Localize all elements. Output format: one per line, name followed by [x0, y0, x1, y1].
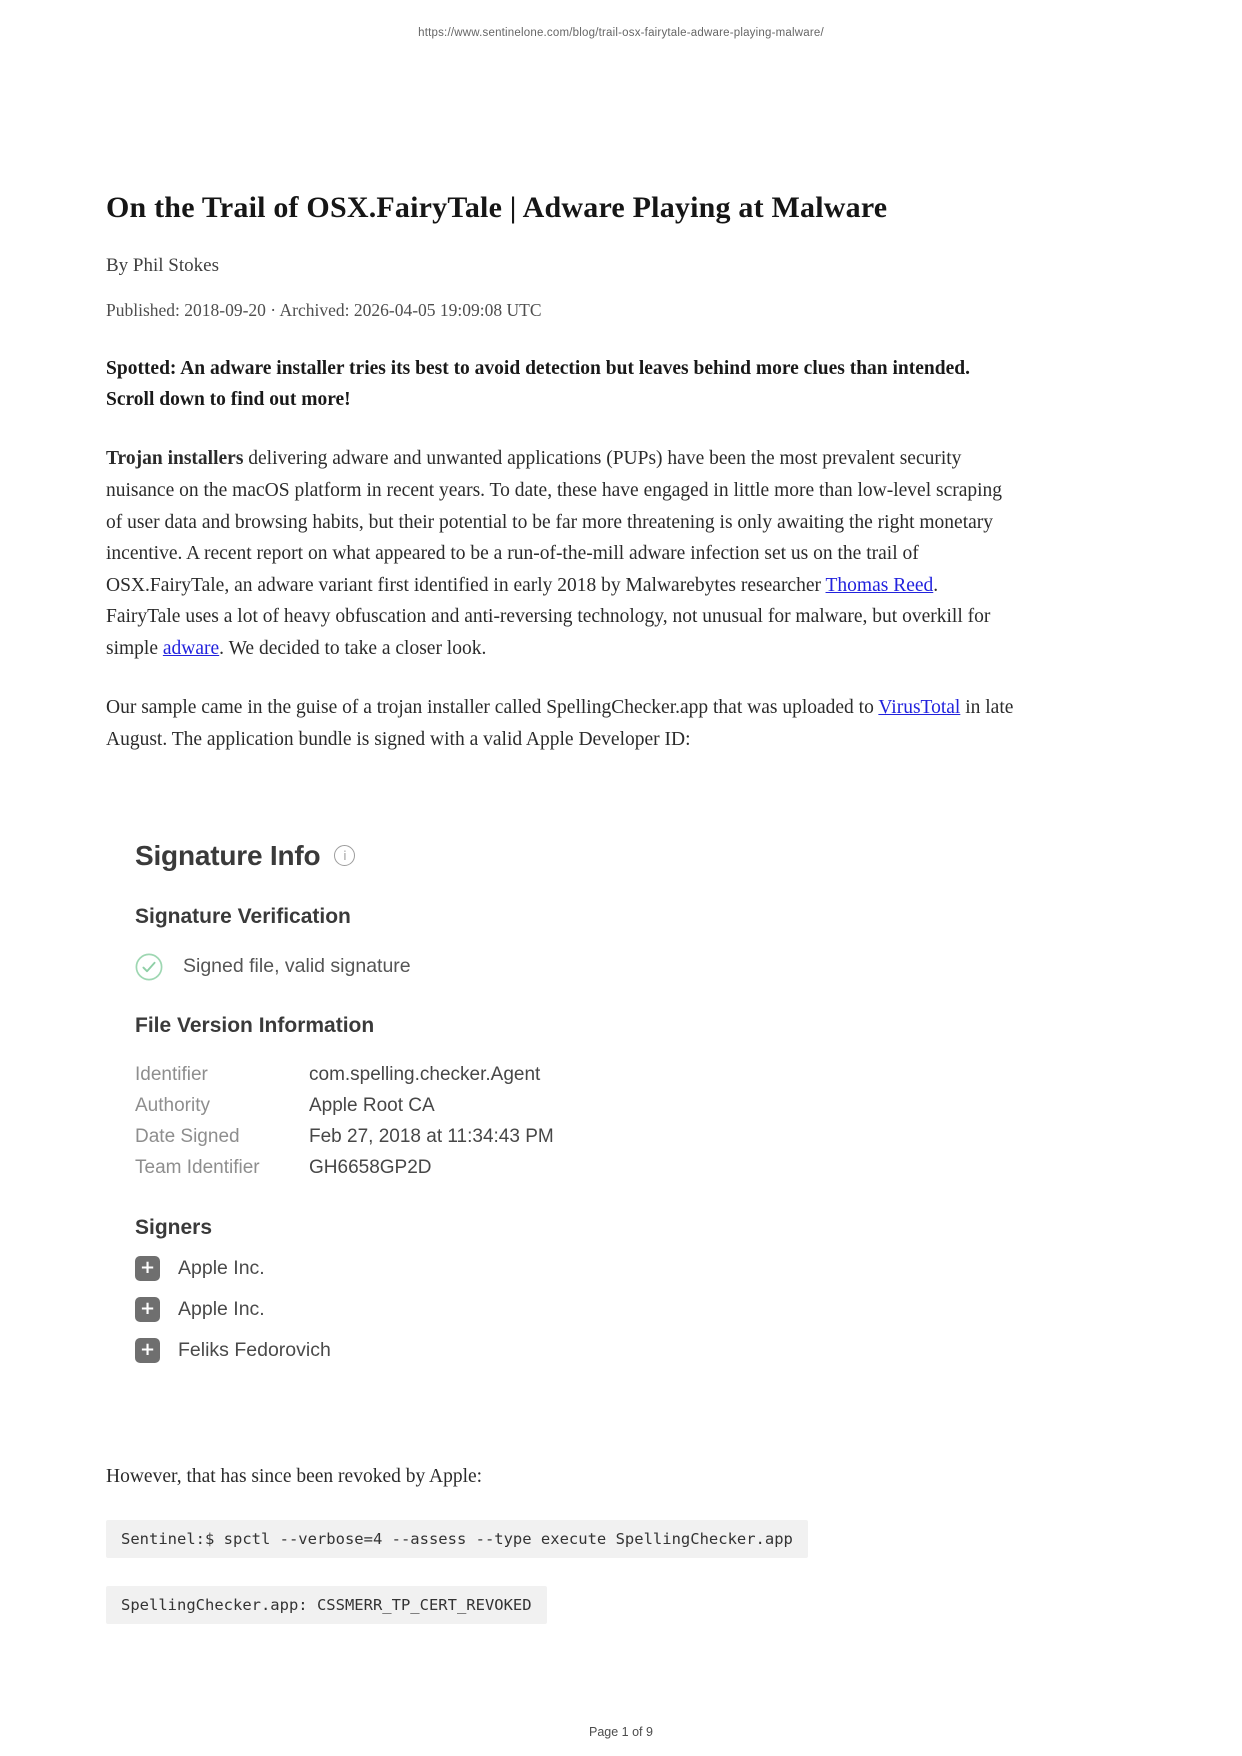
field-label: Identifier: [135, 1063, 208, 1085]
page-title: On the Trail of OSX.FairyTale | Adware Playing at Malware: [106, 191, 888, 224]
signer-name: Feliks Fedorovich: [178, 1338, 331, 1361]
byline: By Phil Stokes: [106, 255, 219, 276]
signature-verification-heading: Signature Verification: [135, 904, 351, 928]
paragraph-text: delivering adware and unwanted applications (PUPs) have been the most prevalent security nuisance on the macOS platform in recent years. To date, these have engaged in little more than low-level scraping of user data and browsing habits, but their potential to be far more threatening is only awaiting the right monetary incentive. A recent report on what appeared to be a run-of-the-mill adware infection set us on the trail of OSX.FairyTale, an adware variant first identified in early 2018 by Malwarebytes researcher: [106, 448, 1003, 596]
signer-name: Apple Inc.: [178, 1256, 265, 1279]
verification-status-row: [135, 953, 1016, 981]
field-row-date-signed: [135, 1121, 1016, 1152]
page-url: https://www.sentinelone.com/blog/trail-osx-fairytale-adware-playing-malware/: [418, 27, 824, 39]
field-value: Apple Root CA: [309, 1094, 435, 1116]
paragraph-text: . FairyTale uses a lot of heavy obfuscation and anti-reversing technology, not unusual for malware, but overkill for simple: [106, 574, 991, 659]
code-block-wrapper: [106, 1586, 1016, 1624]
field-row-identifier: [135, 1059, 1016, 1090]
article-content: [106, 0, 1016, 1624]
field-row-team-identifier: [135, 1152, 1016, 1183]
paragraph-text: . We decided to take a closer look.: [219, 637, 487, 659]
published-meta: Published: 2018-09-20 · Archived: 2026-04-05 19:09:08 UTC: [106, 300, 542, 320]
field-label: Date Signed: [135, 1125, 240, 1147]
bold-lead-text: Trojan installers: [106, 448, 244, 470]
signers-heading: Signers: [135, 1215, 213, 1239]
info-icon[interactable]: i: [334, 845, 355, 866]
signer-row: [135, 1256, 1016, 1281]
paragraph-text: in late August. The application bundle is signed with a valid Apple Developer ID:: [106, 697, 1014, 750]
plus-expand-icon[interactable]: +: [135, 1297, 160, 1322]
field-label: Team Identifier: [135, 1156, 260, 1178]
field-value: GH6658GP2D: [309, 1156, 432, 1178]
code-block-wrapper: [106, 1520, 1016, 1558]
code-revoked-output: SpellingChecker.app: CSSMERR_TP_CERT_REVOKED: [106, 1586, 547, 1624]
file-version-fields: [135, 1059, 1016, 1183]
link-virustotal[interactable]: VirusTotal: [878, 697, 961, 719]
signers-list: [135, 1256, 1016, 1363]
paragraph-text: Our sample came in the guise of a trojan installer called SpellingChecker.app that was uploaded to: [106, 697, 879, 719]
check-circle-icon: [135, 953, 163, 981]
signature-info-header: [135, 840, 1016, 872]
paragraph-trojan-installers: [106, 443, 1016, 664]
page-indicator: Page 1 of 9: [589, 1725, 653, 1739]
plus-expand-icon[interactable]: +: [135, 1338, 160, 1363]
field-label: Authority: [135, 1094, 210, 1116]
signer-name: Apple Inc.: [178, 1297, 265, 1320]
link-thomas-reed[interactable]: Thomas Reed: [825, 574, 934, 596]
signer-row: [135, 1297, 1016, 1322]
file-version-heading: File Version Information: [135, 1013, 375, 1037]
verification-status: Signed file, valid signature: [183, 955, 411, 978]
paragraph-revoked: However, that has since been revoked by Apple:: [106, 1465, 483, 1487]
signature-info-screenshot: [135, 840, 1016, 1363]
field-row-authority: [135, 1090, 1016, 1121]
field-value: com.spelling.checker.Agent: [309, 1063, 541, 1085]
signature-info-title: Signature Info: [135, 839, 321, 871]
paragraph-sample: [106, 692, 1016, 755]
lede-paragraph: Spotted: An adware installer tries its best to avoid detection but leaves behind more clues than intended. Scroll down to find out more!: [106, 358, 970, 411]
plus-expand-icon[interactable]: +: [135, 1256, 160, 1281]
signer-row: [135, 1338, 1016, 1363]
field-value: Feb 27, 2018 at 11:34:43 PM: [309, 1125, 554, 1147]
link-adware[interactable]: adware: [162, 637, 220, 659]
code-spctl-command: Sentinel:$ spctl --verbose=4 --assess --type execute SpellingChecker.app: [106, 1520, 808, 1558]
